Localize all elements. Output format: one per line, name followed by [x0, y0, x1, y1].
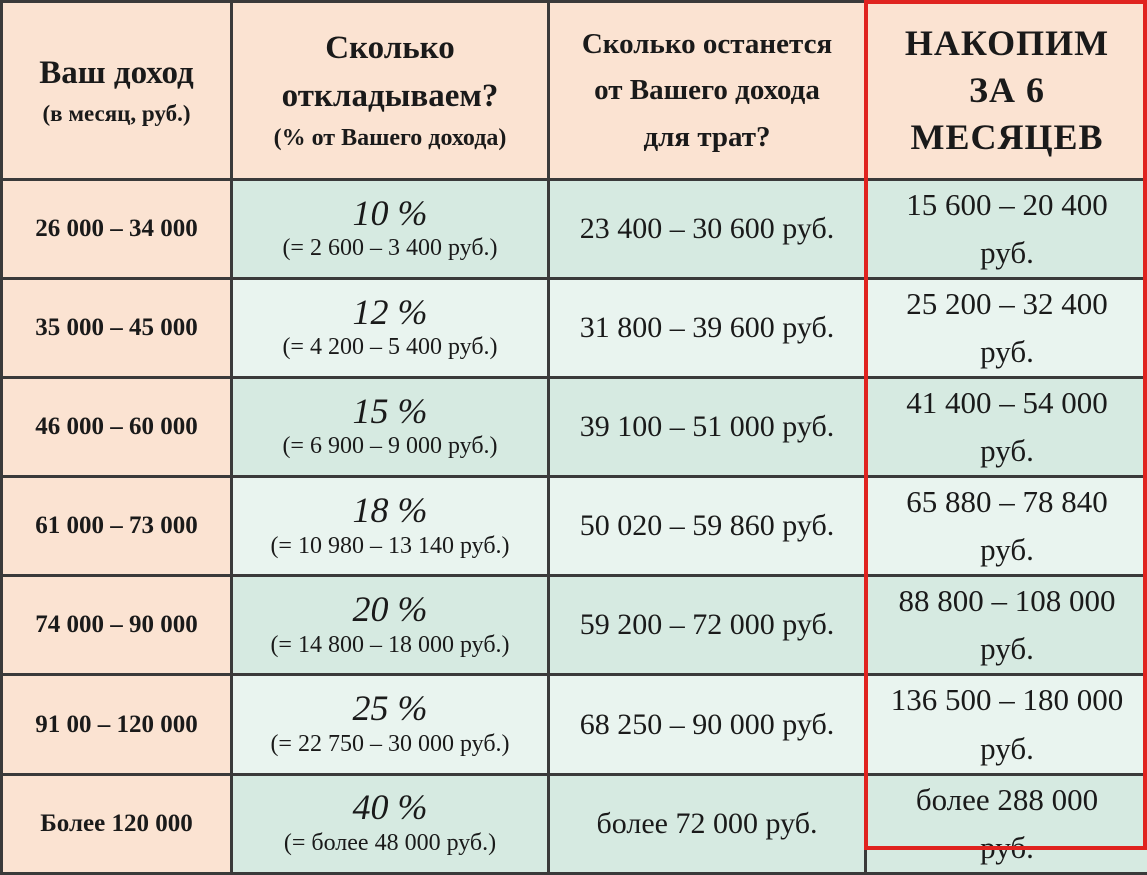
header-remain	[549, 2, 866, 180]
header-save-subtitle: (% от Вашего дохода)	[237, 121, 543, 156]
remain-value: 39 100 – 51 000 руб.	[580, 410, 834, 443]
income-range: 35 000 – 45 000	[35, 314, 198, 341]
table-row	[2, 378, 1147, 477]
accumulate-value: 41 400 – 54 000	[906, 385, 1108, 420]
income-cell	[2, 279, 232, 378]
table-row	[2, 576, 1147, 675]
income-cell	[2, 675, 232, 774]
remain-cell	[549, 180, 866, 279]
percent-value: 18 %	[237, 491, 543, 531]
accumulate-cell	[866, 378, 1147, 477]
header-row	[2, 2, 1147, 180]
percent-amount: (= более 48 000 руб.)	[237, 828, 543, 859]
header-remain-line1: Сколько останется	[582, 28, 832, 60]
accumulate-unit: руб.	[980, 235, 1034, 270]
accumulate-unit: руб.	[980, 433, 1034, 468]
accumulate-cell	[866, 279, 1147, 378]
table-row	[2, 774, 1147, 873]
accumulate-unit: руб.	[980, 631, 1034, 666]
accumulate-value: 15 600 – 20 400	[906, 187, 1108, 222]
remain-value: 50 020 – 59 860 руб.	[580, 509, 834, 542]
accumulate-unit: руб.	[980, 532, 1034, 567]
header-remain-line3: для трат?	[643, 121, 770, 153]
header-accumulate-line1: НАКОПИМ	[905, 23, 1109, 63]
percent-value: 25 %	[237, 689, 543, 729]
percent-amount: (= 22 750 – 30 000 руб.)	[237, 729, 543, 760]
income-range: 26 000 – 34 000	[35, 215, 198, 242]
percent-amount: (= 10 980 – 13 140 руб.)	[237, 531, 543, 562]
accumulate-cell	[866, 180, 1147, 279]
remain-cell	[549, 477, 866, 576]
remain-cell	[549, 774, 866, 873]
percent-value: 12 %	[237, 293, 543, 333]
accumulate-unit: руб.	[980, 830, 1034, 865]
accumulate-unit: руб.	[980, 731, 1034, 766]
income-cell	[2, 774, 232, 873]
remain-cell	[549, 378, 866, 477]
percent-cell	[232, 576, 549, 675]
income-cell	[2, 477, 232, 576]
table-row	[2, 279, 1147, 378]
remain-value: 68 250 – 90 000 руб.	[580, 708, 834, 741]
accumulate-value: 25 200 – 32 400	[906, 286, 1108, 321]
percent-cell	[232, 675, 549, 774]
percent-amount: (= 2 600 – 3 400 руб.)	[237, 233, 543, 264]
remain-value: более 72 000 руб.	[597, 807, 818, 840]
income-range: 74 000 – 90 000	[35, 611, 198, 638]
remain-cell	[549, 576, 866, 675]
percent-value: 40 %	[237, 788, 543, 828]
income-range: 61 000 – 73 000	[35, 512, 198, 539]
percent-amount: (= 4 200 – 5 400 руб.)	[237, 332, 543, 363]
accumulate-value: 136 500 – 180 000	[891, 682, 1124, 717]
accumulate-cell	[866, 477, 1147, 576]
percent-value: 10 %	[237, 194, 543, 234]
percent-cell	[232, 477, 549, 576]
percent-cell	[232, 180, 549, 279]
remain-cell	[549, 279, 866, 378]
percent-value: 20 %	[237, 590, 543, 630]
percent-value: 15 %	[237, 392, 543, 432]
remain-value: 59 200 – 72 000 руб.	[580, 608, 834, 641]
income-range: Более 120 000	[40, 810, 192, 837]
table-row	[2, 675, 1147, 774]
percent-cell	[232, 774, 549, 873]
remain-value: 23 400 – 30 600 руб.	[580, 212, 834, 245]
percent-cell	[232, 378, 549, 477]
percent-amount: (= 14 800 – 18 000 руб.)	[237, 630, 543, 661]
header-remain-line2: от Вашего дохода	[594, 74, 820, 106]
header-save-title-line1: Сколько	[325, 30, 455, 66]
header-accumulate	[866, 2, 1147, 180]
accumulate-value: 88 800 – 108 000	[899, 583, 1116, 618]
accumulate-unit: руб.	[980, 334, 1034, 369]
income-range: 91 00 – 120 000	[35, 711, 198, 738]
percent-amount: (= 6 900 – 9 000 руб.)	[237, 431, 543, 462]
accumulate-cell	[866, 576, 1147, 675]
accumulate-value: 65 880 – 78 840	[906, 484, 1108, 519]
accumulate-cell	[866, 675, 1147, 774]
header-income-subtitle: (в месяц, руб.)	[7, 100, 226, 128]
header-income-title: Ваш доход	[39, 55, 193, 91]
income-range: 46 000 – 60 000	[35, 413, 198, 440]
header-accumulate-line2: ЗА 6	[969, 70, 1045, 110]
income-cell	[2, 576, 232, 675]
remain-value: 31 800 – 39 600 руб.	[580, 311, 834, 344]
table-row	[2, 180, 1147, 279]
header-income	[2, 2, 232, 180]
table-row	[2, 477, 1147, 576]
income-cell	[2, 378, 232, 477]
accumulate-cell	[866, 774, 1147, 873]
remain-cell	[549, 675, 866, 774]
accumulate-value: более 288 000	[916, 782, 1098, 817]
percent-cell	[232, 279, 549, 378]
income-cell	[2, 180, 232, 279]
header-save	[232, 2, 549, 180]
header-save-title-line2: откладываем?	[282, 78, 499, 114]
header-accumulate-line3: МЕСЯЦЕВ	[910, 117, 1103, 157]
